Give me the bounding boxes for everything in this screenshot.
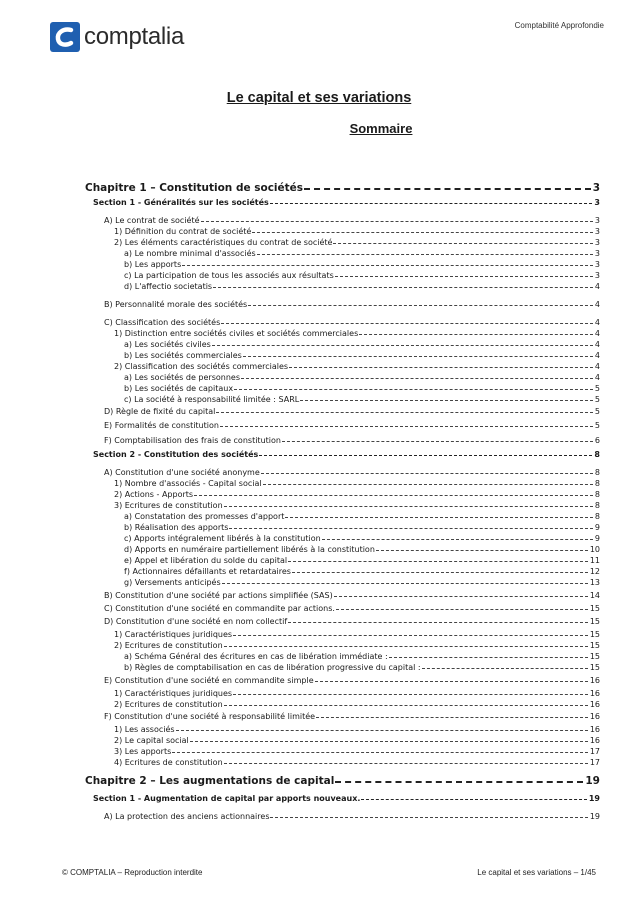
toc-entry-label: Section 1 - Augmentation de capital par apports nouveaux. — [93, 794, 361, 803]
toc-entry-label: b) Règles de comptabilisation en cas de libération progressive du capital : — [124, 663, 421, 672]
toc-entry-label: b) Les sociétés de capitaux — [124, 384, 234, 393]
toc-leader-dashes — [252, 231, 593, 233]
toc-entry[interactable] — [124, 382, 600, 393]
toc-entry[interactable] — [114, 723, 600, 734]
toc-page-number: 4 — [594, 373, 600, 382]
toc-entry-label: b) Les apports — [124, 260, 182, 269]
toc-page-number: 9 — [594, 534, 600, 543]
toc-leader-dashes — [224, 645, 588, 647]
toc-entry[interactable] — [124, 554, 600, 565]
toc-page-number: 8 — [594, 468, 600, 477]
toc-entry[interactable] — [124, 543, 600, 554]
toc-page-number: 12 — [589, 567, 600, 576]
toc-entry-label: A) La protection des anciens actionnaires — [104, 812, 270, 821]
toc-page-number: 19 — [588, 794, 600, 803]
toc-leader-dashes — [233, 634, 588, 636]
toc-entry-label: f) Actionnaires défaillants et retardataires — [124, 567, 291, 576]
toc-leader-dashes — [289, 366, 593, 368]
toc-leader-dashes — [234, 388, 593, 390]
toc-entry[interactable] — [124, 258, 600, 269]
toc-entry[interactable] — [104, 602, 600, 613]
toc-entry[interactable] — [104, 615, 600, 626]
toc-leader-dashes — [304, 187, 591, 190]
toc-entry[interactable] — [104, 674, 600, 685]
toc-leader-dashes — [315, 680, 588, 682]
toc-page-number: 17 — [589, 758, 600, 767]
toc-entry[interactable] — [114, 327, 600, 338]
toc-entry[interactable] — [124, 371, 600, 382]
toc-leader-dashes — [334, 595, 588, 597]
toc-page-number: 3 — [594, 249, 600, 258]
toc-entry[interactable] — [124, 338, 600, 349]
toc-entry-label: Section 2 - Constitution des sociétés — [93, 450, 259, 459]
toc-page-number: 16 — [589, 736, 600, 745]
toc-entry[interactable] — [85, 180, 600, 194]
toc-page-number: 8 — [594, 479, 600, 488]
toc-entry-label: 2) Actions - Apports — [114, 490, 194, 499]
toc-entry-label: 2) Ecritures de constitution — [114, 641, 223, 650]
toc-entry[interactable] — [93, 196, 600, 207]
footer-page-info: Le capital et ses variations – 1/45 — [477, 868, 596, 877]
toc-entry[interactable] — [124, 269, 600, 280]
toc-page-number: 15 — [589, 617, 600, 626]
toc-entry-label: c) La participation de tous les associés aux résultats — [124, 271, 334, 280]
toc-leader-dashes — [201, 220, 593, 222]
toc-entry-label: e) Appel et libération du solde du capital — [124, 556, 288, 565]
toc-leader-dashes — [221, 322, 593, 324]
toc-page-number: 16 — [589, 725, 600, 734]
toc-entry[interactable] — [124, 650, 600, 661]
toc-entry-label: a) Les sociétés de personnes — [124, 373, 241, 382]
toc-page-number: 16 — [589, 712, 600, 721]
toc-page-number: 14 — [589, 591, 600, 600]
toc-leader-dashes — [222, 582, 588, 584]
toc-leader-dashes — [282, 440, 593, 442]
toc-entry[interactable] — [104, 810, 600, 821]
toc-entry-label: 1) Nombre d'associés - Capital social — [114, 479, 262, 488]
toc-leader-dashes — [172, 751, 588, 753]
toc-entry-label: d) L'affectio societatis — [124, 282, 213, 291]
toc-entry[interactable] — [114, 225, 600, 236]
toc-entry[interactable] — [104, 214, 600, 225]
toc-entry-label: D) Règle de fixité du capital — [104, 407, 216, 416]
toc-entry-label: E) Constitution d'une société en commandite simple — [104, 676, 314, 685]
toc-entry[interactable] — [104, 589, 600, 600]
toc-page-number: 13 — [589, 578, 600, 587]
toc-page-number: 3 — [594, 238, 600, 247]
toc-entry[interactable] — [124, 510, 600, 521]
toc-entry[interactable] — [124, 393, 600, 404]
toc-entry-label: Chapitre 1 – Constitution de sociétés — [85, 182, 304, 194]
toc-page-number: 3 — [594, 227, 600, 236]
toc-entry-label: C) Classification des sociétés — [104, 318, 221, 327]
toc-leader-dashes — [292, 571, 588, 573]
toc-page-number: 15 — [589, 652, 600, 661]
toc-leader-dashes — [288, 560, 588, 562]
toc-leader-dashes — [335, 275, 593, 277]
toc-page-number: 17 — [589, 747, 600, 756]
toc-entry-label: c) La société à responsabilité limitée : SARL — [124, 395, 300, 404]
toc-entry[interactable] — [124, 521, 600, 532]
toc-entry[interactable] — [114, 488, 600, 499]
toc-leader-dashes — [285, 516, 593, 518]
toc-entry[interactable] — [114, 477, 600, 488]
toc-page-number: 4 — [594, 318, 600, 327]
toc-leader-dashes — [241, 377, 593, 379]
toc-leader-dashes — [322, 538, 593, 540]
toc-entry[interactable] — [124, 349, 600, 360]
footer-copyright: © COMPTALIA – Reproduction interdite — [62, 868, 203, 877]
toc-page-number: 8 — [594, 512, 600, 521]
toc-page-number: 6 — [594, 436, 600, 445]
toc-entry[interactable] — [104, 316, 600, 327]
toc-leader-dashes — [422, 667, 588, 669]
toc-leader-dashes — [216, 411, 593, 413]
toc-leader-dashes — [220, 425, 593, 427]
toc-leader-dashes — [333, 242, 592, 244]
toc-entry-label: 3) Ecritures de constitution — [114, 501, 223, 510]
toc-entry-label: 3) Les apports — [114, 747, 172, 756]
toc-page-number: 16 — [589, 676, 600, 685]
toc-page-number: 5 — [594, 395, 600, 404]
toc-page-number: 11 — [589, 556, 600, 565]
toc-leader-dashes — [335, 780, 583, 783]
toc-entry-label: 2) Classification des sociétés commerciales — [114, 362, 289, 371]
toc-page-number: 8 — [594, 490, 600, 499]
toc-leader-dashes — [288, 621, 588, 623]
toc-entry-label: 1) Caractéristiques juridiques — [114, 630, 233, 639]
document-title: Le capital et ses variations — [226, 90, 412, 106]
toc-entry[interactable] — [124, 661, 600, 672]
toc-entry-label: 1) Distinction entre sociétés civiles et sociétés commerciales — [114, 329, 359, 338]
toc-entry[interactable] — [104, 466, 600, 477]
toc-page-number: 16 — [589, 700, 600, 709]
toc-leader-dashes — [233, 693, 588, 695]
document-subtitle: Sommaire — [349, 121, 413, 136]
toc-leader-dashes — [389, 656, 588, 658]
toc-leader-dashes — [182, 264, 593, 266]
toc-page-number: 19 — [589, 812, 600, 821]
toc-entry[interactable] — [93, 448, 600, 459]
toc-page-number: 4 — [594, 351, 600, 360]
toc-page-number: 10 — [589, 545, 600, 554]
toc-entry[interactable] — [114, 236, 600, 247]
toc-leader-dashes — [248, 304, 593, 306]
toc-leader-dashes — [300, 399, 593, 401]
toc-entry-label: Section 1 - Généralités sur les sociétés — [93, 198, 269, 207]
logo-text: comptalia — [84, 23, 185, 50]
toc-entry-label: a) Schéma Général des écritures en cas de libération immédiate : — [124, 652, 388, 661]
toc-page-number: 15 — [589, 641, 600, 650]
toc-leader-dashes — [270, 816, 587, 818]
toc-entry-label: F) Comptabilisation des frais de constitution — [104, 436, 281, 445]
toc-page-number: 5 — [594, 421, 600, 430]
toc-entry-label: 4) Ecritures de constitution — [114, 758, 223, 767]
toc-page-number: 16 — [589, 689, 600, 698]
toc-entry-label: F) Constitution d'une société à responsabilité limitée — [104, 712, 316, 721]
toc-entry[interactable] — [114, 698, 600, 709]
toc-leader-dashes — [176, 729, 588, 731]
toc-entry-label: B) Personnalité morale des sociétés — [104, 300, 248, 309]
toc-leader-dashes — [376, 549, 588, 551]
toc-leader-dashes — [361, 798, 586, 800]
toc-page-number: 4 — [594, 329, 600, 338]
toc-entry[interactable] — [114, 639, 600, 650]
toc-entry-label: d) Apports en numéraire partiellement libérés à la constitution — [124, 545, 375, 554]
toc-page-number: 4 — [594, 282, 600, 291]
toc-entry-label: Chapitre 2 – Les augmentations de capital — [85, 775, 335, 787]
toc-leader-dashes — [224, 704, 588, 706]
toc-entry[interactable] — [114, 360, 600, 371]
toc-page-number: 19 — [585, 775, 600, 787]
toc-page-number: 3 — [594, 216, 600, 225]
toc-page-number: 15 — [589, 630, 600, 639]
toc-entry-label: B) Constitution d'une société par actions simplifiée (SAS) — [104, 591, 333, 600]
toc-page-number: 9 — [594, 523, 600, 532]
toc-entry-label: a) Le nombre minimal d'associés — [124, 249, 256, 258]
toc-leader-dashes — [224, 505, 593, 507]
toc-entry[interactable] — [85, 773, 600, 787]
toc-page-number: 4 — [594, 362, 600, 371]
toc-entry-label: C) Constitution d'une société en commandite par actions. — [104, 604, 335, 613]
toc-leader-dashes — [213, 286, 593, 288]
toc-page-number: 3 — [594, 271, 600, 280]
toc-leader-dashes — [263, 483, 593, 485]
toc-leader-dashes — [259, 454, 592, 456]
toc-leader-dashes — [270, 202, 593, 204]
toc-entry[interactable] — [124, 247, 600, 258]
toc-entry[interactable] — [114, 745, 600, 756]
toc-page-number: 4 — [594, 340, 600, 349]
toc-page-number: 5 — [594, 384, 600, 393]
toc-page-number: 5 — [594, 407, 600, 416]
toc-entry[interactable] — [114, 499, 600, 510]
toc-entry-label: E) Formalités de constitution — [104, 421, 219, 430]
toc-entry-label: 2) Les éléments caractéristiques du contrat de société — [114, 238, 333, 247]
toc-leader-dashes — [212, 344, 593, 346]
toc-entry-label: a) Constatation des promesses d'apport — [124, 512, 285, 521]
toc-entry[interactable] — [114, 628, 600, 639]
toc-leader-dashes — [190, 740, 588, 742]
toc-page-number: 4 — [594, 300, 600, 309]
toc-entry-label: 2) Ecritures de constitution — [114, 700, 223, 709]
toc-leader-dashes — [194, 494, 593, 496]
toc-entry-label: b) Réalisation des apports — [124, 523, 229, 532]
toc-entry-label: 1) Les associés — [114, 725, 175, 734]
toc-page-number: 3 — [594, 260, 600, 269]
toc-entry-label: 1) Caractéristiques juridiques — [114, 689, 233, 698]
toc-entry[interactable] — [93, 792, 600, 803]
toc-leader-dashes — [243, 355, 593, 357]
toc-leader-dashes — [359, 333, 593, 335]
toc-page-number: 3 — [592, 182, 600, 194]
toc-page-number: 3 — [594, 198, 600, 207]
toc-entry[interactable] — [104, 419, 600, 430]
toc-entry-label: A) Constitution d'une société anonyme — [104, 468, 260, 477]
toc-leader-dashes — [261, 472, 593, 474]
toc-leader-dashes — [229, 527, 593, 529]
toc-leader-dashes — [224, 762, 588, 764]
toc-entry[interactable] — [124, 280, 600, 291]
toc-page-number: 8 — [594, 450, 600, 459]
toc-entry-label: 1) Définition du contrat de société — [114, 227, 252, 236]
toc-entry[interactable] — [104, 710, 600, 721]
toc-entry-label: 2) Le capital social — [114, 736, 189, 745]
toc-page-number: 15 — [589, 604, 600, 613]
toc-leader-dashes — [336, 608, 588, 610]
toc-entry-label: a) Les sociétés civiles — [124, 340, 211, 349]
toc-entry[interactable] — [114, 687, 600, 698]
toc-entry[interactable] — [124, 565, 600, 576]
toc-entry-label: b) Les sociétés commerciales — [124, 351, 242, 360]
toc-entry[interactable] — [114, 756, 600, 767]
toc-page-number: 8 — [594, 501, 600, 510]
toc-entry[interactable] — [104, 405, 600, 416]
toc-entry[interactable] — [124, 576, 600, 587]
toc-entry-label: D) Constitution d'une société en nom collectif — [104, 617, 288, 626]
toc-leader-dashes — [316, 716, 588, 718]
toc-entry-label: A) Le contrat de société — [104, 216, 200, 225]
toc-entry[interactable] — [114, 734, 600, 745]
toc-entry[interactable] — [104, 434, 600, 445]
toc-entry-label: c) Apports intégralement libérés à la constitution — [124, 534, 321, 543]
toc-entry[interactable] — [104, 298, 600, 309]
toc-entry-label: g) Versements anticipés — [124, 578, 221, 587]
toc-leader-dashes — [257, 253, 593, 255]
toc-entry[interactable] — [124, 532, 600, 543]
toc-page-number: 15 — [589, 663, 600, 672]
header-course-title: Comptabilité Approfondie — [514, 21, 604, 30]
